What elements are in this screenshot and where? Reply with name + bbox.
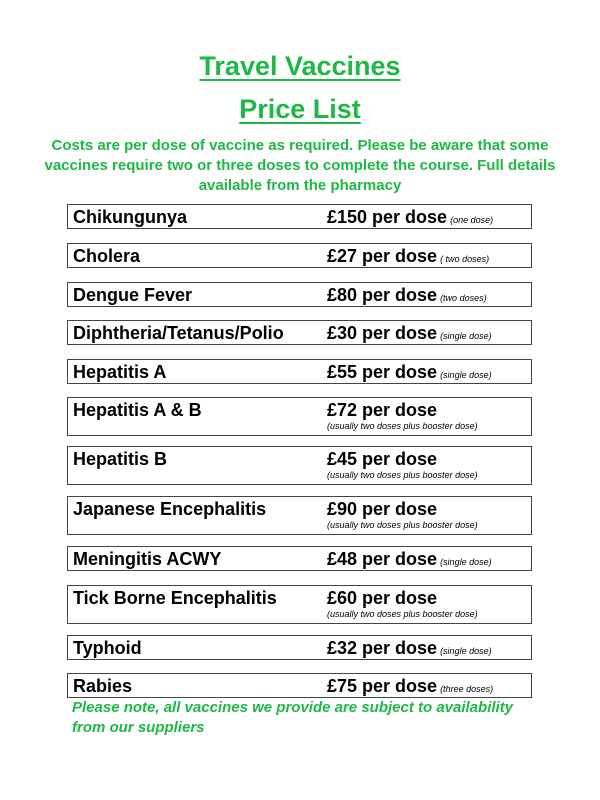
- vaccine-name: Cholera: [73, 246, 141, 266]
- page-subtitle: Price List: [239, 94, 361, 124]
- vaccine-name: Chikungunya: [73, 207, 188, 227]
- dose-note: (one dose): [450, 215, 494, 225]
- vaccine-name: Dengue Fever: [73, 285, 193, 305]
- price-cell: [327, 676, 493, 699]
- price-cell: [327, 549, 492, 572]
- vaccine-price: £55 per dose: [327, 362, 438, 382]
- vaccine-price: £30 per dose: [327, 323, 438, 343]
- price-cell: [327, 499, 437, 521]
- price-cell: [327, 449, 437, 471]
- dose-note: (usually two doses plus booster dose): [327, 470, 478, 480]
- dose-note: (three doses): [440, 684, 494, 694]
- price-cell: [327, 362, 492, 385]
- vaccine-row-typhoid: [67, 635, 532, 660]
- vaccine-row-rabies: [67, 673, 532, 698]
- vaccine-row-diphtheria-tetanus-polio: [67, 320, 532, 345]
- dose-note: (single dose): [440, 331, 492, 341]
- price-cell: [327, 207, 493, 230]
- price-cell: [327, 588, 437, 610]
- vaccine-name: Hepatitis A & B: [73, 400, 202, 420]
- vaccine-row-hepatitis-a: [67, 359, 532, 384]
- price-cell: [327, 400, 437, 422]
- vaccine-name: Diphtheria/Tetanus/Polio: [73, 323, 284, 343]
- intro-text: Costs are per dose of vaccine as required. Please be aware that some vaccines require two or three doses to complete the course. Full details available from the pharmacy: [44, 137, 556, 194]
- availability-note: Please note, all vaccines we provide are subject to availability from our suppliers: [72, 699, 514, 736]
- price-cell: [327, 323, 492, 346]
- vaccine-name: Japanese Encephalitis: [73, 499, 267, 519]
- vaccine-price: £150 per dose: [327, 207, 448, 227]
- price-cell: [327, 638, 492, 661]
- vaccine-name: Hepatitis B: [73, 449, 168, 469]
- vaccine-price: £72 per dose: [327, 400, 438, 420]
- dose-note: (usually two doses plus booster dose): [327, 421, 478, 431]
- dose-note: (two doses): [440, 293, 487, 303]
- dose-note: (usually two doses plus booster dose): [327, 520, 478, 530]
- vaccine-row-dengue-fever: [67, 282, 532, 307]
- dose-note: ( two doses): [440, 254, 490, 264]
- price-cell: [327, 246, 489, 269]
- page-title: Travel Vaccines: [199, 51, 401, 81]
- vaccine-row-meningitis-acwy: [67, 546, 532, 571]
- vaccine-price: £27 per dose: [327, 246, 438, 266]
- vaccine-price: £75 per dose: [327, 676, 438, 696]
- vaccine-price: £80 per dose: [327, 285, 438, 305]
- vaccine-row-hepatitis-a-b: [67, 397, 532, 436]
- price-cell: [327, 285, 487, 308]
- vaccine-price: £48 per dose: [327, 549, 438, 569]
- vaccine-price: £45 per dose: [327, 449, 438, 469]
- vaccine-price: £32 per dose: [327, 638, 438, 658]
- vaccine-price: £90 per dose: [327, 499, 438, 519]
- vaccine-row-chikungunya: [67, 204, 532, 229]
- vaccine-name: Tick Borne Encephalitis: [73, 588, 277, 608]
- vaccine-row-tick-borne-encephalitis: [67, 585, 532, 624]
- dose-note: (single dose): [440, 646, 492, 656]
- vaccine-row-hepatitis-b: [67, 446, 532, 485]
- vaccine-name: Meningitis ACWY: [73, 549, 222, 569]
- dose-note: (usually two doses plus booster dose): [327, 609, 478, 619]
- vaccine-row-japanese-encephalitis: [67, 496, 532, 535]
- vaccine-name: Rabies: [73, 676, 133, 696]
- vaccine-price: £60 per dose: [327, 588, 438, 608]
- dose-note: (single dose): [440, 557, 492, 567]
- vaccine-row-cholera: [67, 243, 532, 268]
- vaccine-name: Hepatitis A: [73, 362, 167, 382]
- vaccine-name: Typhoid: [73, 638, 142, 658]
- dose-note: (single dose): [440, 370, 492, 380]
